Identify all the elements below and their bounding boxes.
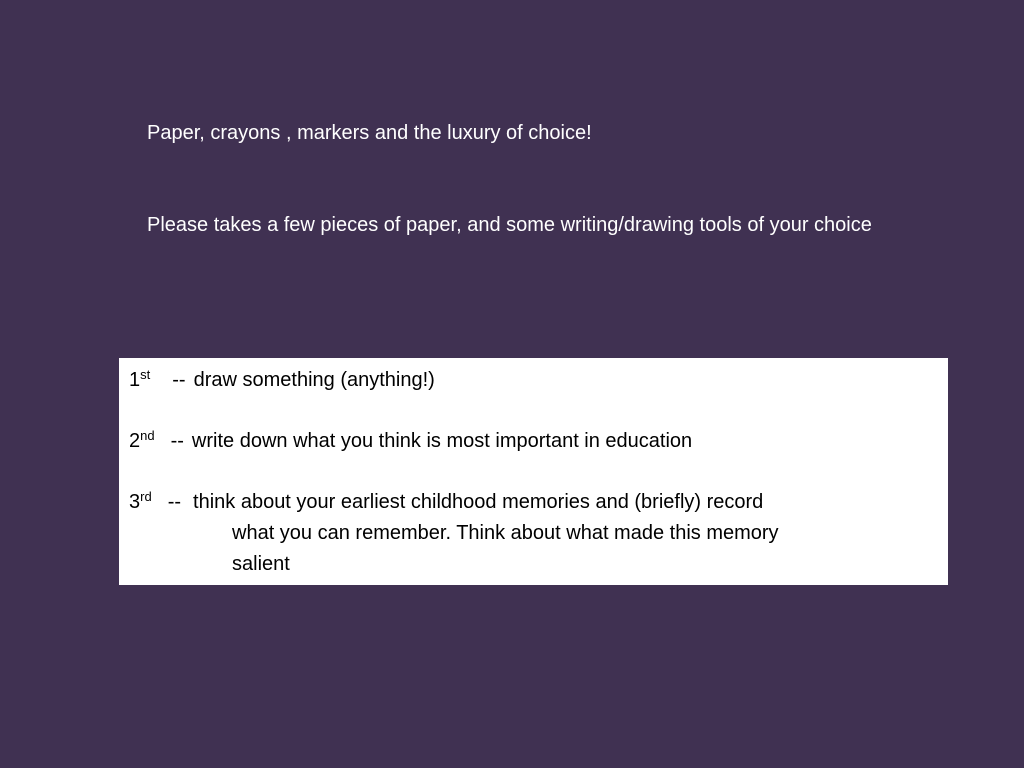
step-3 [129, 487, 938, 580]
step-2-suffix: nd [140, 428, 155, 443]
step-1-dash: -- [172, 369, 186, 391]
step-2-dash: -- [170, 430, 184, 452]
step-2-text: write down what you think is most important in education [191, 430, 693, 452]
intro-text-block [147, 118, 947, 241]
step-1-text: draw something (anything!) [193, 369, 435, 391]
step-3-suffix: rd [140, 489, 152, 504]
step-3-dash: -- [167, 491, 182, 513]
step-2 [129, 426, 938, 457]
step-3-text-line-2: what you can remember. Think about what made this memory [232, 522, 779, 544]
step-1 [129, 365, 938, 396]
intro-title: Paper, crayons , markers and the luxury of choice! [147, 122, 592, 144]
intro-instruction: Please takes a few pieces of paper, and some writing/drawing tools of your choice [147, 214, 872, 236]
step-3-text-line-3: salient [232, 553, 290, 575]
steps-box [119, 358, 948, 585]
step-2-number: 2nd [129, 428, 155, 452]
step-1-suffix: st [140, 367, 151, 382]
step-3-number: 3rd [129, 489, 152, 513]
step-3-text-line-1: think about your earliest childhood memories and (briefly) record [193, 491, 764, 513]
step-1-number: 1st [129, 367, 151, 391]
